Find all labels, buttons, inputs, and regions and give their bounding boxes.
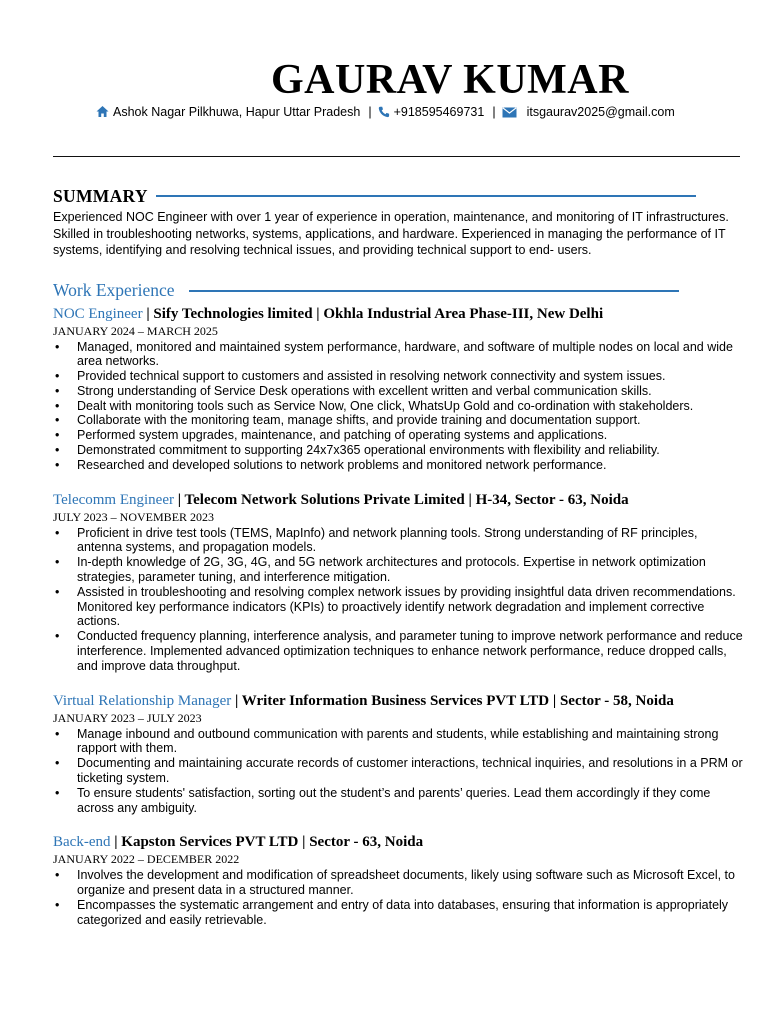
job-role: Telecomm Engineer (53, 491, 174, 508)
list-item: • Managed, monitored and maintained system performance, hardware, and software of multiple nodes on local and wide area networks. (53, 340, 743, 370)
work-heading (53, 279, 743, 303)
list-item: • Performed system upgrades, maintenance, and patching of operating systems and applications. (53, 428, 743, 443)
job-entry (53, 692, 743, 816)
list-item: • Manage inbound and outbound communication with parents and students, while establishing and maintaining strong rapport with them. (53, 727, 743, 757)
list-item: • Encompasses the systematic arrangement and entry of data into databases, ensuring that information is appropriately categorized and easily retrievable. (53, 898, 743, 928)
list-item: • Documenting and maintaining accurate records of customer interactions, technical inquiries, and resolutions in a PRM or ticketing system. (53, 756, 743, 786)
list-item: • To ensure students' satisfaction, sorting out the student’s and parents’ queries. Lead them accordingly if they come across any ambiguity. (53, 786, 743, 816)
job-role: Virtual Relationship Manager (53, 692, 232, 709)
phone-text: +918595469731 (393, 105, 485, 119)
email-text: itsgaurav2025@gmail.com (526, 105, 675, 119)
job-employer: | Sify Technologies limited | Okhla Industrial Area Phase-III, New Delhi (142, 305, 604, 322)
job-employer: | Writer Information Business Services PVT LTD | Sector - 58, Noida (231, 692, 674, 709)
job-dates: JANUARY 2023 – JULY 2023 (53, 710, 202, 725)
header-divider (53, 156, 740, 157)
contact-line (96, 104, 736, 122)
job-bullets (53, 727, 743, 816)
summary-text: Experienced NOC Engineer with over 1 year of experience in operation, maintenance, and monitoring of IT infrastructures. Skilled in troubleshooting networks, systems, applications, and hardware. Experienced in managing the performance of IT systems, identifying and resolving technical issues, and providing technical support to end- users. (53, 210, 729, 257)
work-rule (189, 290, 679, 292)
job-employer: | Telecom Network Solutions Private Limited | H-34, Sector - 63, Noida (173, 491, 629, 508)
list-item: • Assisted in troubleshooting and resolving complex network issues by providing insightful data driven recommendations. Monitored key performance indicators (KPIs) to proactively identify network degradation and implement corrective actions. (53, 585, 743, 629)
candidate-name: GAURAV KUMAR (271, 57, 629, 103)
list-item: • Provided technical support to customers and assisted in resolving network connectivity and system issues. (53, 369, 743, 384)
address-text: Ashok Nagar Pilkhuwa, Hapur Uttar Pradesh (113, 105, 361, 119)
job-entry (53, 305, 743, 473)
contact-separator: | (492, 105, 496, 119)
job-title (53, 692, 743, 710)
job-entry (53, 491, 743, 674)
job-title (53, 305, 743, 323)
job-role: Back-end (53, 834, 111, 851)
list-item: • Strong understanding of Service Desk operations with excellent written and verbal communication skills. (53, 384, 743, 399)
mail-icon (502, 106, 517, 122)
job-dates: JANUARY 2024 – MARCH 2025 (53, 323, 218, 338)
list-item: • Collaborate with the monitoring team, manage shifts, and provide training and documentation support. (53, 413, 743, 428)
list-item: • Conducted frequency planning, interference analysis, and parameter tuning to improve network performance and reduce interference. Implemented advanced optimization techniques to enhance network performance, reduce dropped calls, and improve data throughput. (53, 629, 743, 673)
contact-separator: | (368, 105, 372, 119)
work-title: Work Experience (53, 280, 175, 300)
job-dates: JULY 2023 – NOVEMBER 2023 (53, 509, 215, 524)
job-bullets (53, 340, 743, 473)
phone-icon (378, 106, 390, 122)
job-employer: | Kapston Services PVT LTD | Sector - 63, Noida (110, 834, 424, 851)
list-item: • Dealt with monitoring tools such as Service Now, One click, WhatsUp Gold and co-ordination with stakeholders. (53, 399, 743, 414)
list-item: • In-depth knowledge of 2G, 3G, 4G, and 5G network architectures and protocols. Expertise in network optimization strategies, parameter tuning, and interference mitigation. (53, 555, 743, 585)
list-item: • Researched and developed solutions to network problems and monitored network performance. (53, 458, 743, 473)
summary-heading (53, 184, 743, 208)
job-title (53, 491, 743, 509)
job-role: NOC Engineer (53, 305, 143, 322)
list-item: • Proficient in drive test tools (TEMS, MapInfo) and network planning tools. Strong understanding of RF principles, antenna systems, and propagation models. (53, 526, 743, 556)
list-item: • Involves the development and modification of spreadsheet documents, likely using software such as Microsoft Excel, to organize and present data in a structured manner. (53, 868, 743, 898)
resume-body (53, 184, 743, 928)
job-bullets (53, 868, 743, 927)
job-dates: JANUARY 2022 – DECEMBER 2022 (53, 852, 240, 867)
home-icon (96, 105, 109, 122)
job-entry (53, 833, 743, 927)
summary-title: SUMMARY (53, 185, 148, 206)
job-bullets (53, 526, 743, 674)
job-title (53, 833, 743, 851)
summary-rule (156, 195, 696, 197)
list-item: • Demonstrated commitment to supporting 24x7x365 operational environments with flexibility and reliability. (53, 443, 743, 458)
